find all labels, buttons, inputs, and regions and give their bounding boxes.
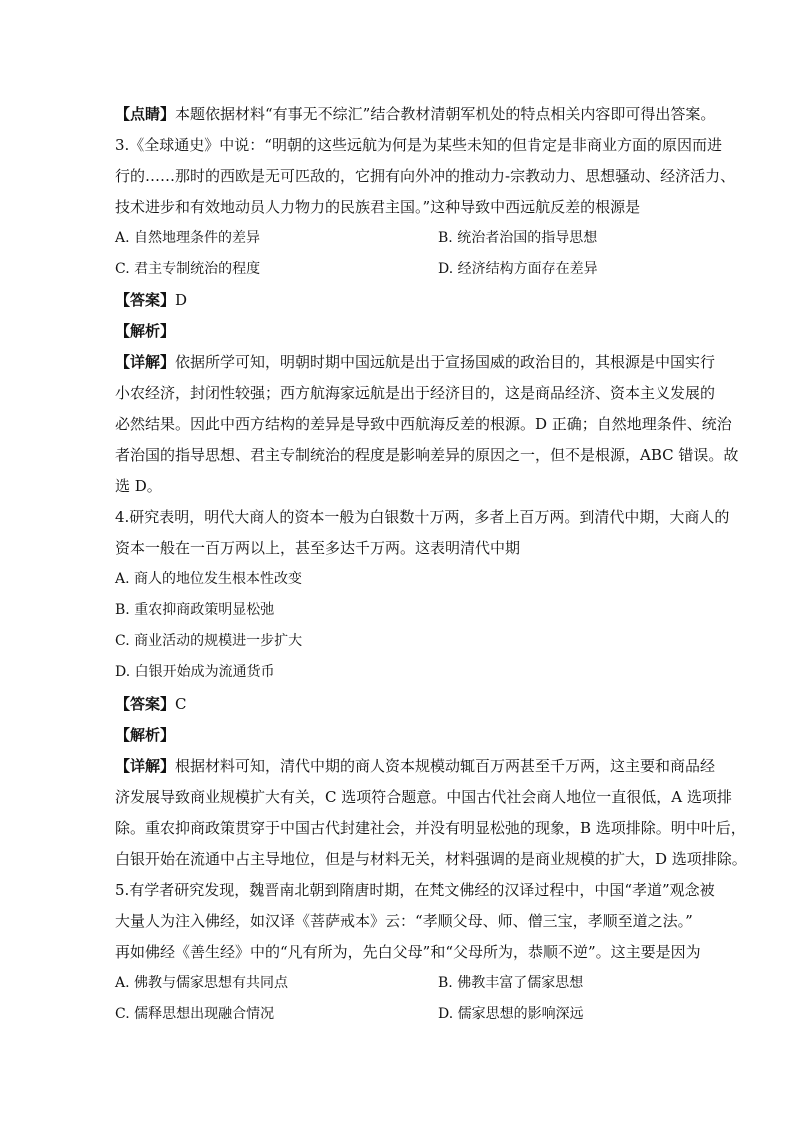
q4-stem-line-2: 资本一般在一百万两以上，甚至多达千万两。这表明清代中期 <box>115 539 521 557</box>
q3-answer-tag: 【答案】 <box>115 291 176 309</box>
dianjing-text: 本题依据材料“有事无不综汇”结合教材清朝军机处的特点相关内容即可得出答案。 <box>175 105 716 123</box>
q4-option-d: D. 白银开始成为流通货币 <box>115 664 275 680</box>
q5-option-a: A. 佛教与儒家思想有共同点 <box>115 975 289 991</box>
q4-option-a: A. 商人的地位发生根本性改变 <box>115 571 303 587</box>
q3-detail-text-1: 依据所学可知，明朝时期中国远航是出于宣扬国威的政治目的，其根源是中国实行 <box>175 353 716 371</box>
q5-option-d: D. 儒家思想的影响深远 <box>438 1006 584 1022</box>
q3-detail-tag: 【详解】 <box>115 353 176 371</box>
q3-detail-line-5: 选 D。 <box>115 477 162 495</box>
q5-option-c: C. 儒释思想出现融合情况 <box>115 1006 275 1022</box>
q3-detail-line-3: 必然结果。因此中西方结构的差异是导致中西航海反差的根源。D 正确；自然地理条件、统治 <box>115 415 732 433</box>
q4-answer: C <box>175 695 187 713</box>
q4-detail-line-4: 白银开始在流通中占主导地位，但是与材料无关，材料强调的是商业规模的扩大，D 选项排除。 <box>115 850 747 868</box>
q3-stem-line-2: 行的……那时的西欧是无可匹敌的，它拥有向外冲的推动力-宗教动力、思想骚动、经济活力、 <box>115 167 736 185</box>
q3-detail-line-1 <box>115 352 716 372</box>
q4-option-c: C. 商业活动的规模进一步扩大 <box>115 633 303 649</box>
q3-detail-line-4: 者治国的指导思想、君主专制统治的程度是影响差异的原因之一，但不是根源，ABC 错误。故 <box>115 446 739 464</box>
q3-answer: D <box>175 291 188 309</box>
q4-stem-line-1: 4.研究表明，明代大商人的资本一般为白银数十万两，多者上百万两。到清代中期，大商人的 <box>115 508 730 526</box>
q5-stem-line-3: 再如佛经《善生经》中的“凡有所为，先白父母”和“父母所为，恭顺不逆”。这主要是因为 <box>115 943 701 961</box>
q4-answer-line <box>115 694 685 714</box>
q4-detail-line-2: 济发展导致商业规模扩大有关，C 选项符合题意。中国古代社会商人地位一直很低，A 选项排 <box>115 788 732 806</box>
q4-option-b: B. 重农抑商政策明显松弛 <box>115 602 275 618</box>
q3-option-d: D. 经济结构方面存在差异 <box>438 261 598 277</box>
q3-answer-line <box>115 290 685 310</box>
q3-detail-line-2: 小农经济，封闭性较强；西方航海家远航是出于经济目的，这是商品经济、资本主义发展的 <box>115 384 716 402</box>
q3-option-c: C. 君主专制统治的程度 <box>115 261 261 277</box>
q3-option-a: A. 自然地理条件的差异 <box>115 230 261 246</box>
q3-option-b: B. 统治者治国的指导思想 <box>438 230 598 246</box>
q4-detail-text-1: 根据材料可知，清代中期的商人资本规模动辄百万两甚至千万两，这主要和商品经 <box>175 757 716 775</box>
dianjing-tag: 【点睛】 <box>115 105 176 123</box>
q3-analysis-tag: 【解析】 <box>115 322 176 340</box>
q4-detail-line-3: 除。重农抑商政策贯穿于中国古代封建社会，并没有明显松弛的现象，B 选项排除。明中叶后， <box>115 819 746 837</box>
q4-detail-tag: 【详解】 <box>115 757 176 775</box>
q5-stem-line-1: 5.有学者研究发现，魏晋南北朝到隋唐时期，在梵文佛经的汉译过程中，中国“孝道”观念被 <box>115 881 715 899</box>
dianjing-line <box>115 104 716 124</box>
q5-option-b: B. 佛教丰富了儒家思想 <box>438 975 584 991</box>
q3-stem-line-1: 3.《全球通史》中说：“明朝的这些远航为何是为某些未知的但肯定是非商业方面的原因而进 <box>115 136 722 154</box>
q3-stem-line-3: 技术进步和有效地动员人力物力的民族君主国。”这种导致中西远航反差的根源是 <box>115 198 641 216</box>
q4-answer-tag: 【答案】 <box>115 695 176 713</box>
q4-detail-line-1 <box>115 756 716 776</box>
q4-analysis-tag: 【解析】 <box>115 726 176 744</box>
q5-stem-line-2: 大量人为注入佛经，如汉译《菩萨戒本》云：“孝顺父母、师、僧三宝，孝顺至道之法。” <box>115 912 693 930</box>
